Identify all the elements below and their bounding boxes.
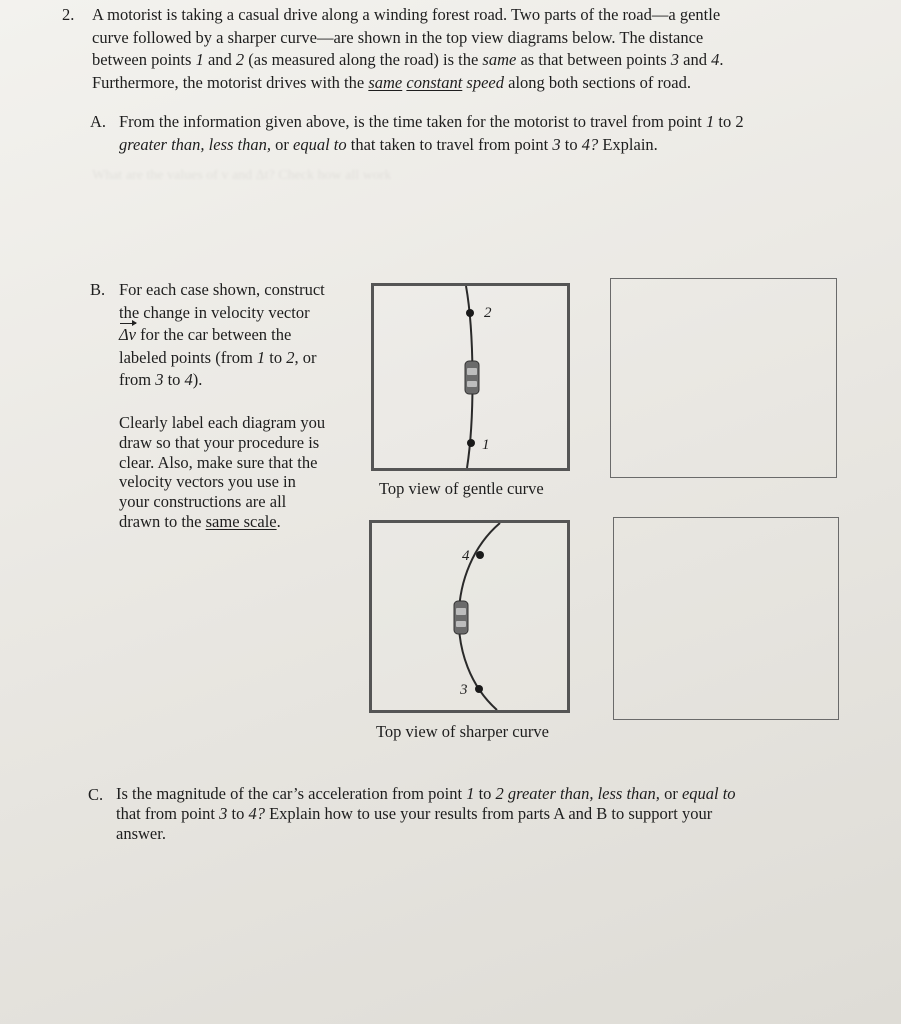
question-intro bbox=[92, 4, 792, 94]
part-b-line-4: labeled points (from 1 to 2, or bbox=[119, 347, 317, 367]
sharper-curve-diagram bbox=[369, 520, 570, 713]
part-c-label: C. bbox=[88, 785, 104, 804]
gentle-curve-caption: Top view of gentle curve bbox=[379, 479, 544, 498]
car-icon bbox=[454, 601, 468, 634]
part-c-line-1: Is the magnitude of the car’s acceleration from point 1 to 2 greater than, less than, or equal to bbox=[116, 784, 736, 803]
part-b-line-3: Δv for the car between the bbox=[119, 324, 359, 347]
gentle-curve-diagram bbox=[371, 283, 570, 471]
part-c-line-2: that from point 3 to 4? Explain how to use your results from parts A and B to support your bbox=[116, 804, 713, 823]
part-b-line-2: the change in velocity vector bbox=[119, 302, 310, 322]
faint-pencil-writing: What are the values of v and Δt? Check how all work bbox=[92, 168, 392, 183]
part-a-text bbox=[119, 111, 819, 156]
intro-line-4: Furthermore, the motorist drives with the same constant speed along both sections of road. bbox=[92, 72, 691, 92]
point-2-label: 2 bbox=[484, 305, 492, 321]
part-c-text bbox=[116, 784, 836, 844]
part-a-line-1: From the information given above, is the time taken for the motorist to travel from point 1 to 2 bbox=[119, 112, 744, 131]
part-b-note-line-1: Clearly label each diagram you bbox=[119, 413, 326, 432]
question-number: 2. bbox=[62, 5, 75, 24]
answer-box-sharper[interactable] bbox=[613, 517, 839, 720]
part-b-line-1: For each case shown, construct bbox=[119, 280, 325, 299]
part-b-note bbox=[119, 413, 359, 532]
part-c-line-3: answer. bbox=[116, 824, 166, 843]
part-b-note-line-3: clear. Also, make sure that the bbox=[119, 452, 318, 472]
point-4-dot bbox=[476, 551, 484, 559]
part-b-note-line-6: drawn to the same scale. bbox=[119, 511, 281, 531]
part-b-line-5: from 3 to 4). bbox=[119, 370, 203, 389]
car-icon bbox=[465, 361, 479, 394]
point-1-label: 1 bbox=[482, 437, 490, 453]
intro-line-3: between points 1 and 2 (as measured along the road) is the same as that between points 3 and 4. bbox=[92, 50, 724, 69]
sharper-curve-svg bbox=[372, 523, 567, 710]
point-3-label: 3 bbox=[460, 682, 468, 698]
part-b-note-line-2: draw so that your procedure is bbox=[119, 432, 320, 452]
answer-box-gentle[interactable] bbox=[610, 278, 837, 478]
point-3-dot bbox=[475, 685, 483, 693]
part-b-note-line-5: your constructions are all bbox=[119, 492, 287, 512]
gentle-curve-svg bbox=[374, 286, 567, 468]
part-a-label: A. bbox=[90, 112, 107, 131]
point-4-label: 4 bbox=[462, 548, 470, 564]
delta-v-vector-symbol: Δv bbox=[119, 324, 136, 347]
part-b-label: B. bbox=[90, 280, 106, 299]
part-a-line-2: greater than, less than, or equal to that taken to travel from point 3 to 4? Explain. bbox=[119, 134, 658, 154]
intro-line-2: curve followed by a sharper curve—are shown in the top view diagrams below. The distance bbox=[92, 27, 704, 47]
intro-line-1: A motorist is taking a casual drive along a winding forest road. Two parts of the road—a gentle bbox=[92, 5, 721, 24]
point-2-dot bbox=[466, 309, 474, 317]
part-b-instructions bbox=[119, 279, 359, 392]
sharper-curve-caption: Top view of sharper curve bbox=[376, 722, 549, 741]
part-b-note-line-4: velocity vectors you use in bbox=[119, 472, 296, 492]
point-1-dot bbox=[467, 439, 475, 447]
